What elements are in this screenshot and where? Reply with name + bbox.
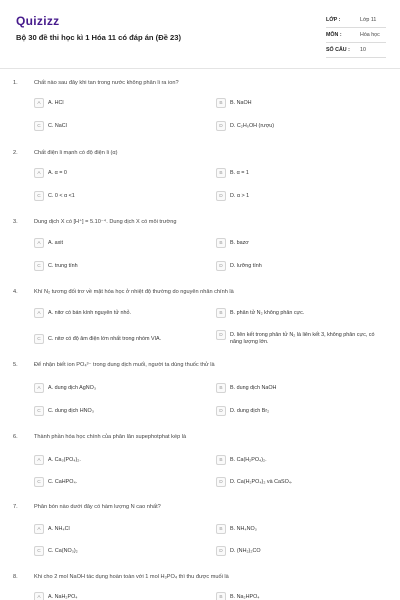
question-number: 2.: [13, 150, 18, 156]
option-letter: B: [216, 383, 226, 393]
option-text: A. Ca₃(PO₄)₂.: [48, 456, 81, 463]
option-letter: A: [34, 383, 44, 393]
meta-value: Hóa học: [360, 32, 380, 38]
option-letter: D: [216, 191, 226, 201]
meta-row-subject: [326, 28, 386, 43]
question-number: 7.: [13, 504, 18, 510]
option-d[interactable]: [216, 546, 261, 556]
option-c[interactable]: [34, 406, 94, 416]
meta-value: Lớp 11: [360, 17, 377, 23]
question-text: Chất nào sau đây khi tan trong nước không phân li ra ion?: [34, 80, 179, 86]
option-letter: A: [34, 238, 44, 248]
option-letter: A: [34, 455, 44, 465]
option-text: C. NaCl: [48, 122, 67, 129]
question-text: Khí N₂ tương đối trơ về mặt hóa học ở nhiệt độ thường do nguyên nhân chính là: [34, 289, 234, 295]
option-letter: C: [34, 191, 44, 201]
option-text: D. Ca(H₂PO₄)₂ và CaSO₄.: [230, 478, 293, 485]
question-text: Phân bón nào dưới đây có hàm lượng N cao nhất?: [34, 504, 161, 510]
option-text: A. axit: [48, 239, 63, 246]
question-text: Chất điện li mạnh có độ điện li (α): [34, 150, 118, 156]
option-letter: B: [216, 592, 226, 600]
option-text: A. α = 0: [48, 169, 67, 176]
question-number: 8.: [13, 574, 18, 580]
option-text: B. phân tử N₂ không phân cực.: [230, 309, 305, 316]
option-b[interactable]: [216, 308, 304, 318]
option-letter: D: [216, 121, 226, 131]
option-text: C. 0 < α <1: [48, 192, 75, 199]
option-text: A. NH₄Cl: [48, 525, 70, 532]
option-d[interactable]: [216, 261, 262, 271]
worksheet-header: [0, 0, 400, 66]
meta-label: SỐ CÂU :: [326, 47, 350, 53]
option-a[interactable]: [34, 592, 77, 600]
option-a[interactable]: [34, 98, 64, 108]
option-d[interactable]: [216, 330, 378, 347]
option-letter: D: [216, 261, 226, 271]
option-letter: C: [34, 121, 44, 131]
option-text: D. dung dịch Br₂: [230, 407, 270, 414]
option-letter: B: [216, 524, 226, 534]
option-letter: C: [34, 261, 44, 271]
option-letter: A: [34, 98, 44, 108]
option-b[interactable]: [216, 524, 257, 534]
question-text: Khi cho 2 mol NaOH tác dụng hoàn toàn với 1 mol H₃PO₄ thì thu được muối là: [34, 574, 229, 580]
meta-row-count: [326, 43, 386, 58]
option-c[interactable]: [34, 477, 77, 487]
option-text: D. C₂H₅OH (rượu): [230, 122, 275, 129]
option-letter: B: [216, 308, 226, 318]
option-a[interactable]: [34, 168, 67, 178]
option-b[interactable]: [216, 98, 252, 108]
question-text: Thành phần hóa học chính của phân lân supephotphat kép là: [34, 434, 187, 440]
option-c[interactable]: [34, 121, 67, 131]
option-text: A. dung dịch AgNO₃: [48, 384, 97, 391]
option-a[interactable]: [34, 524, 70, 534]
option-letter: C: [34, 477, 44, 487]
option-text: B. Ca(H₂PO₄)₂.: [230, 456, 267, 463]
option-a[interactable]: [34, 455, 81, 465]
question-number: 4.: [13, 289, 18, 295]
question-text: Dung dịch X có [H⁺] = 5.10⁻⁴. Dung dịch X có môi trường: [34, 219, 177, 225]
option-letter: B: [216, 455, 226, 465]
option-letter: C: [34, 546, 44, 556]
option-b[interactable]: [216, 168, 249, 178]
option-c[interactable]: [34, 334, 161, 344]
option-b[interactable]: [216, 455, 267, 465]
option-text: C. CaHPO₄.: [48, 478, 78, 485]
option-c[interactable]: [34, 191, 75, 201]
option-text: C. nitơ có độ âm điện lớn nhất trong nhóm VIA.: [48, 335, 162, 342]
option-letter: C: [34, 334, 44, 344]
option-c[interactable]: [34, 261, 78, 271]
option-letter: C: [34, 406, 44, 416]
option-letter: A: [34, 308, 44, 318]
option-letter: D: [216, 546, 226, 556]
option-a[interactable]: [34, 238, 63, 248]
option-b[interactable]: [216, 238, 249, 248]
option-text: D. α > 1: [230, 192, 250, 199]
option-d[interactable]: [216, 477, 293, 487]
option-text: C. dung dịch HNO₃: [48, 407, 94, 414]
option-text: B. dung dịch NaOH: [230, 384, 277, 391]
option-text: B. NaOH: [230, 99, 252, 106]
option-text: D. (NH₂)₂CO: [230, 547, 261, 554]
option-text: C. trung tính: [48, 262, 78, 269]
option-a[interactable]: [34, 308, 131, 318]
option-text: B. α = 1: [230, 169, 249, 176]
option-b[interactable]: [216, 383, 276, 393]
option-letter: D: [216, 477, 226, 487]
meta-table: [326, 13, 386, 58]
option-text: D. liên kết trong phân tử N₂ là liên kết 3, không phân cực, có năng lượng lớn.: [230, 331, 375, 346]
option-a[interactable]: [34, 383, 96, 393]
question-number: 6.: [13, 434, 18, 440]
option-letter: A: [34, 524, 44, 534]
option-text: C. Ca(NO₃)₂: [48, 547, 78, 554]
option-letter: B: [216, 98, 226, 108]
meta-label: MÔN :: [326, 32, 342, 38]
question-number: 1.: [13, 80, 18, 86]
option-text: B. NH₄NO₃: [230, 525, 257, 532]
option-text: A. NaH₂PO₄: [48, 593, 78, 600]
header-divider: [0, 68, 400, 69]
option-text: D. lưỡng tính: [230, 262, 262, 269]
question-number: 3.: [13, 219, 18, 225]
page-title: Bộ 30 đề thi học kì 1 Hóa 11 có đáp án (Đề 23): [16, 33, 182, 42]
option-letter: A: [34, 592, 44, 600]
option-b[interactable]: [216, 592, 259, 600]
option-c[interactable]: [34, 546, 78, 556]
option-d[interactable]: [216, 121, 274, 131]
option-d[interactable]: [216, 406, 269, 416]
option-d[interactable]: [216, 191, 249, 201]
quizizz-logo: Quizizz: [16, 14, 60, 28]
option-letter: D: [216, 330, 226, 340]
option-text: A. nitơ có bán kính nguyên tử nhỏ.: [48, 309, 131, 316]
question-text: Để nhận biết ion PO₄³⁻ trong dung dịch muối, người ta dùng thuốc thử là: [34, 362, 215, 368]
option-letter: B: [216, 168, 226, 178]
option-text: A. HCl: [48, 99, 64, 106]
option-letter: D: [216, 406, 226, 416]
option-letter: B: [216, 238, 226, 248]
question-number: 5.: [13, 362, 18, 368]
meta-label: LỚP :: [326, 17, 341, 23]
option-text: B. Na₂HPO₄: [230, 593, 260, 600]
option-letter: A: [34, 168, 44, 178]
meta-row-class: [326, 13, 386, 28]
meta-value: 10: [360, 47, 366, 53]
option-text: B. bazơ: [230, 239, 249, 246]
